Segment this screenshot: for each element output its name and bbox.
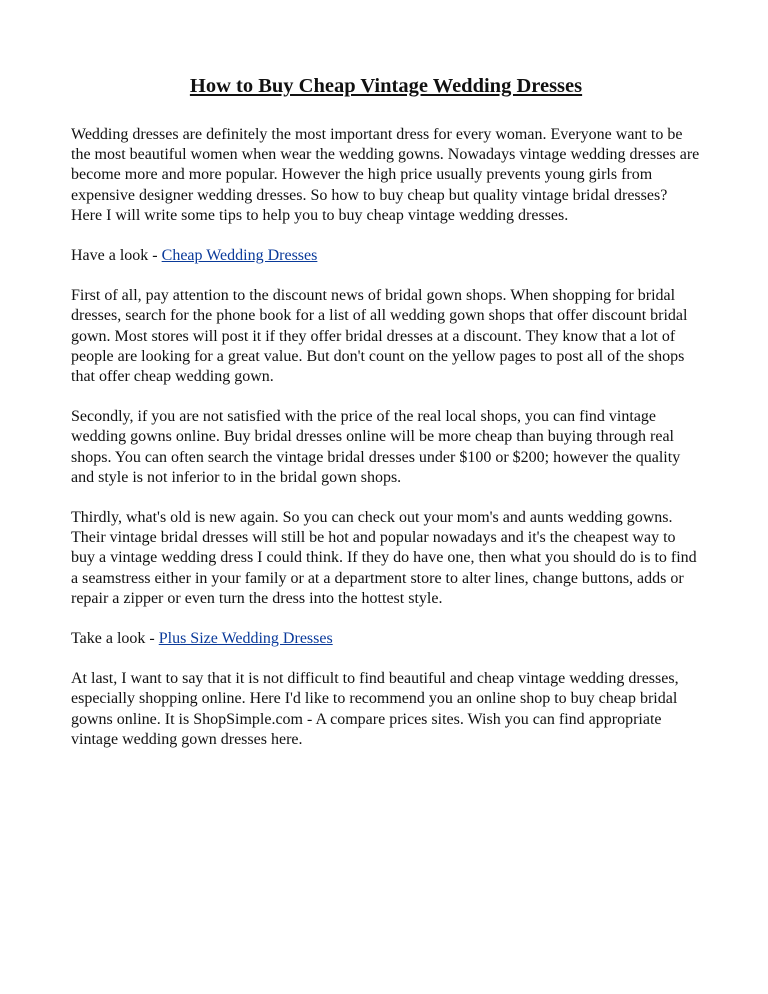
third-tip-paragraph: Thirdly, what's old is new again. So you can check out your mom's and aunts wedding gowns. Their vintage bridal dresses will still be hot and popular nowadays and it's the cheapest way to buy a vintage wedding dress I could think. If they do have one, then what you should do is to find a seamstress either in your family or at a department store to alter lines, change buttons, adds or repair a zipper or even turn the dress into the hottest style. — [71, 509, 697, 607]
plus-size-wedding-dresses-link[interactable]: Plus Size Wedding Dresses — [158, 630, 333, 648]
second-tip-paragraph: Secondly, if you are not satisfied with the price of the real local shops, you can find vintage wedding gowns online. Buy bridal dresses online will be more cheap than buying through real shops. You can often search the vintage bridal dresses under $100 or $200; however the quality and style is not inferior to in the bridal gown shops. — [71, 408, 681, 486]
link-line-plus-size — [71, 629, 701, 649]
page-title: How to Buy Cheap Vintage Wedding Dresses — [189, 75, 583, 97]
link-line-prefix: Have a look - — [71, 247, 162, 265]
cheap-wedding-dresses-link[interactable]: Cheap Wedding Dresses — [161, 247, 318, 265]
closing-paragraph: At last, I want to say that it is not difficult to find beautiful and cheap vintage wedding dresses, especially shopping online. Here I'd like to recommend you an online shop to buy cheap bridal gowns online. It is ShopSimple.com - A compare prices sites. Wish you can find appropriate vintage wedding gown dresses here. — [71, 670, 679, 748]
first-tip-paragraph: First of all, pay attention to the discount news of bridal gown shops. When shopping for bridal dresses, search for the phone book for a list of all wedding gown shops that offer discount bridal gown. Most stores will post it if they offer bridal dresses at a discount. They know that a lot of people are looking for a great value. But don't count on the yellow pages to post all of the shops that offer cheap wedding gown. — [71, 287, 688, 386]
link-line-prefix: Take a look - — [71, 630, 159, 648]
intro-paragraph: Wedding dresses are definitely the most important dress for every woman. Everyone want to be the most beautiful women when wear the wedding gowns. Nowadays vintage wedding dresses are become more and more popular. However the high price usually prevents young girls from expensive designer wedding dresses. So how to buy cheap but quality vintage bridal dresses? Here I will write some tips to help you to buy cheap vintage wedding dresses. — [71, 126, 700, 224]
document-page — [71, 72, 701, 770]
link-line-cheap — [71, 246, 701, 266]
